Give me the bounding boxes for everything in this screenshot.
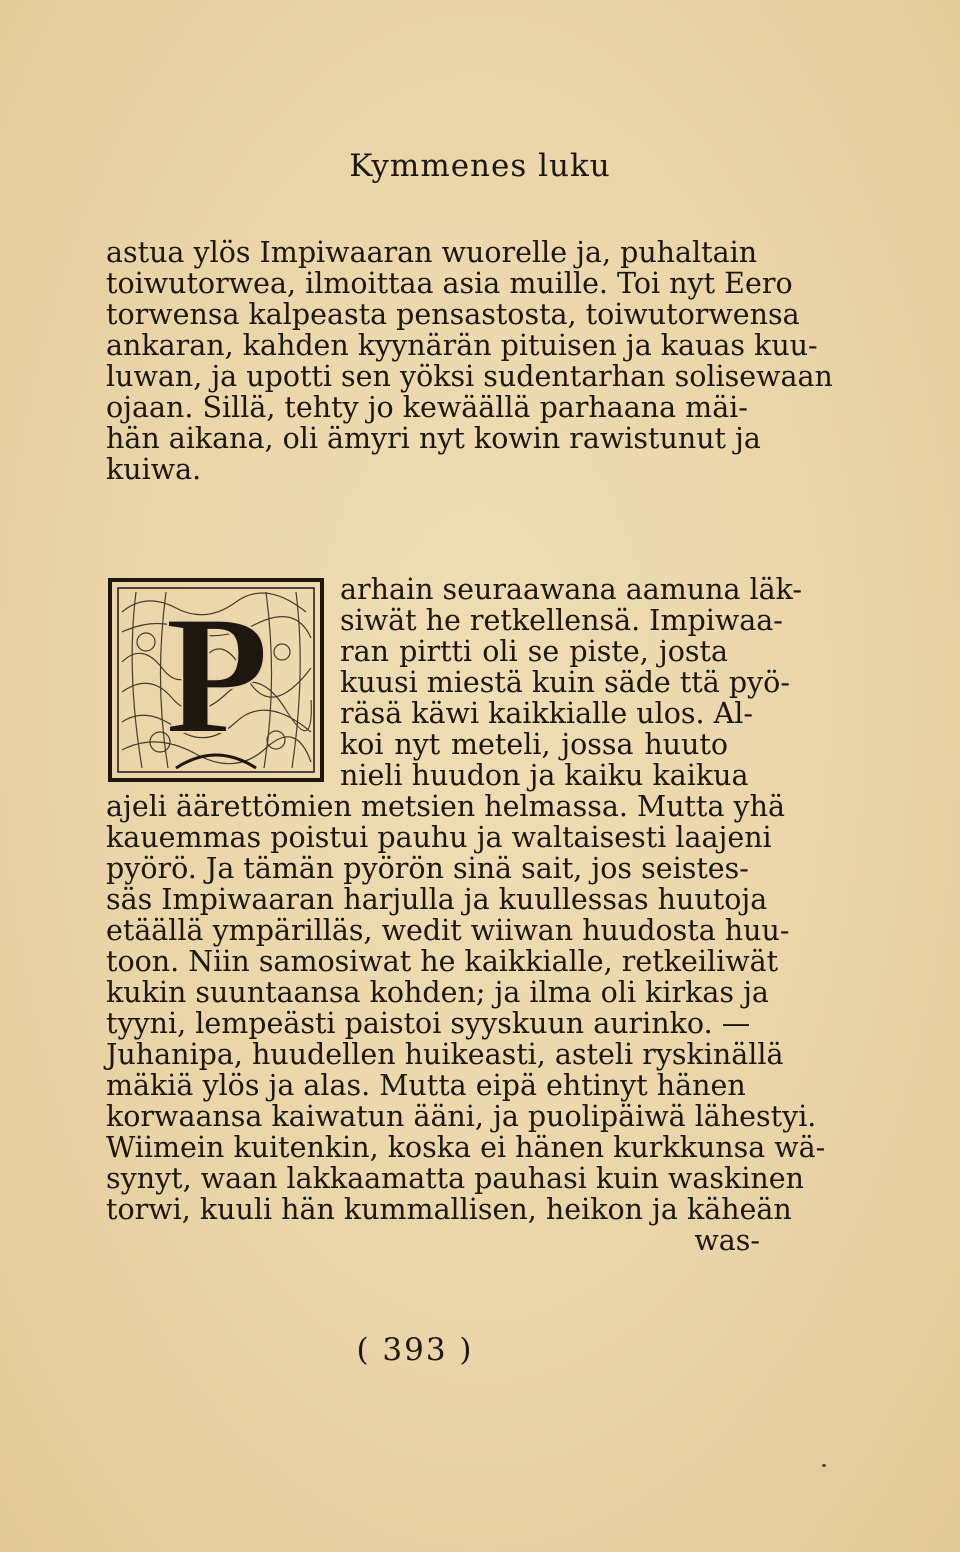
text-line: hän aikana, oli ämyri nyt kowin rawistunut ja xyxy=(106,422,761,455)
text-line: etäällä ympärilläs, wedit wiiwan huudosta huu- xyxy=(106,914,790,947)
initial-glyph: P xyxy=(165,581,269,769)
text-line: luwan, ja upotti sen yöksi sudentarhan solisewaan xyxy=(106,360,833,393)
text-line: tyyni, lempeästi paistoi syyskuun aurinko. — xyxy=(106,1007,751,1040)
chapter-heading: Kymmenes luku xyxy=(349,148,611,184)
decorated-initial-letter xyxy=(106,572,328,788)
text-line: synyt, waan lakkaamatta pauhasi kuin waskinen xyxy=(106,1162,805,1195)
text-line: kukin suuntaansa kohden; ja ilma oli kirkas ja xyxy=(106,976,769,1009)
text-line: torwensa kalpeasta pensastosta, toiwutorwensa xyxy=(106,298,800,331)
text-line: Wiimein kuitenkin, koska ei hänen kurkkunsa wä- xyxy=(106,1131,826,1164)
text-line: ajeli äärettömien metsien helmassa. Mutta yhä xyxy=(106,790,785,823)
paper-speck xyxy=(822,1464,826,1467)
text-line: kauemmas poistui pauhu ja waltaisesti laajeni xyxy=(106,821,772,854)
text-line: pyörö. Ja tämän pyörön sinä sait, jos seistes- xyxy=(106,852,749,885)
text-line: Juhanipa, huudellen huikeasti, asteli ryskinällä xyxy=(106,1038,784,1071)
text-line: säs Impiwaaran harjulla ja kuullessas huutoja xyxy=(106,883,768,916)
text-line: siwät he retkellensä. Impiwaa- xyxy=(340,604,783,637)
catchword: was- xyxy=(694,1224,760,1257)
text-line: nieli huudon ja kaiku kaikua xyxy=(340,759,749,792)
text-line: kuiwa. xyxy=(106,453,202,486)
text-line: mäkiä ylös ja alas. Mutta eipä ehtinyt hänen xyxy=(106,1069,746,1102)
text-line: koi nyt meteli, jossa huuto xyxy=(340,728,728,761)
text-line: torwi, kuuli hän kummallisen, heikon ja käheän xyxy=(106,1193,792,1226)
text-line: ran pirtti oli se piste, josta xyxy=(340,635,728,668)
text-line: räsä käwi kaikkialle ulos. Al- xyxy=(340,697,753,730)
text-line: korwaansa kaiwatun ääni, ja puolipäiwä lähestyi. xyxy=(106,1100,817,1133)
text-line: ankaran, kahden kyynärän pituisen ja kauas kuu- xyxy=(106,329,818,362)
text-line: toon. Niin samosiwat he kaikkialle, retkeiliwät xyxy=(106,945,779,978)
text-line: ojaan. Sillä, tehty jo kewäällä parhaana mäi- xyxy=(106,391,748,424)
page-number: ( 393 ) xyxy=(356,1332,474,1368)
text-line: astua ylös Impiwaaran wuorelle ja, puhaltain xyxy=(106,236,758,269)
text-line: arhain seuraawana aamuna läk- xyxy=(340,573,803,606)
text-line: toiwutorwea, ilmoittaa asia muille. Toi nyt Eero xyxy=(106,267,793,300)
text-line: kuusi miestä kuin säde ttä pyö- xyxy=(340,666,790,699)
